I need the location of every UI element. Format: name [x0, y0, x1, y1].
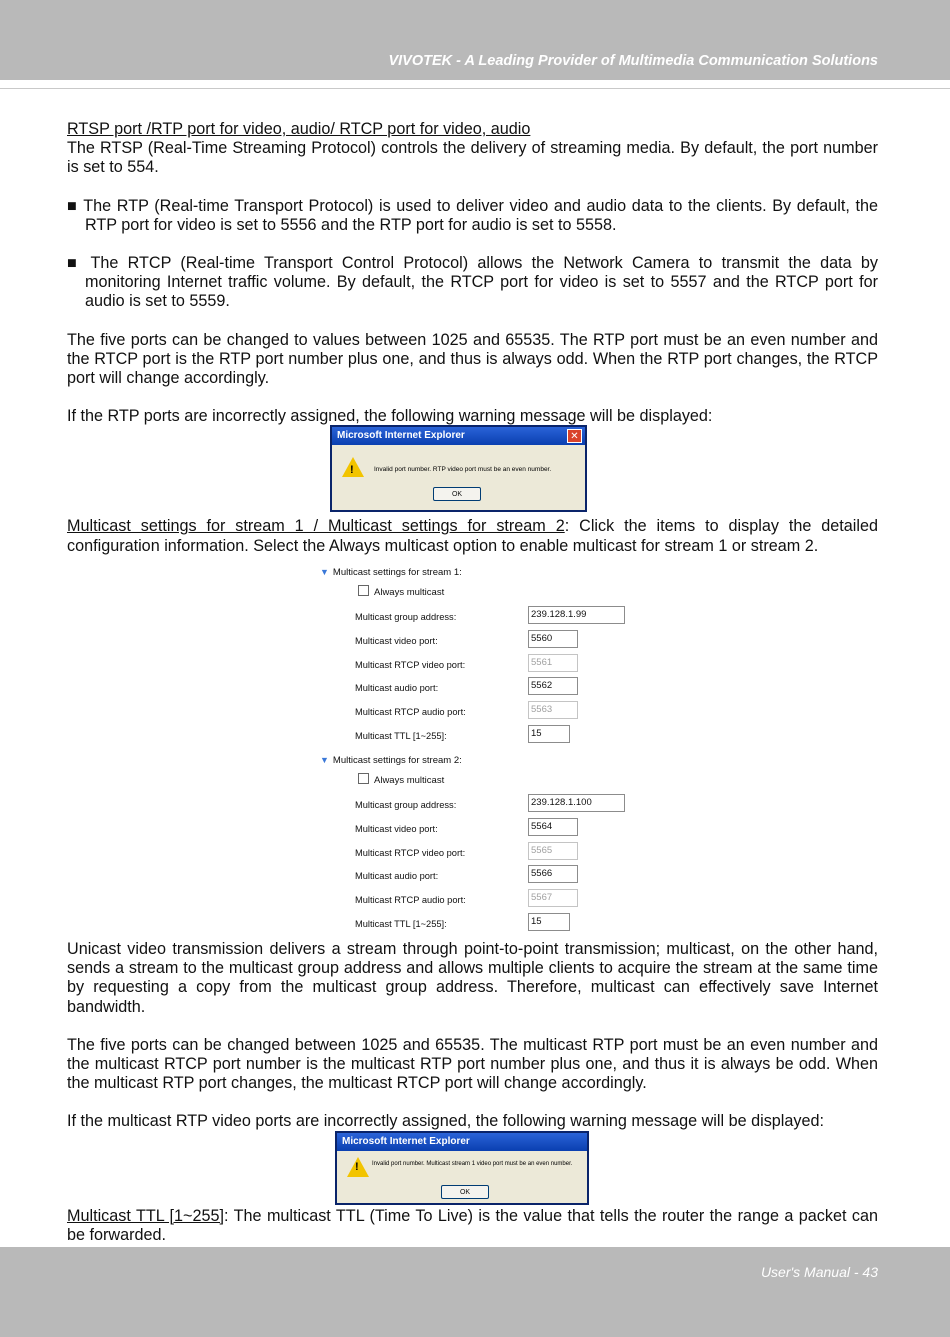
stream2-audio-label: Multicast audio port: [355, 871, 439, 881]
stream2-rtcp-audio-label: Multicast RTCP audio port: [355, 895, 466, 905]
lower-content [67, 940, 878, 1132]
ports-paragraph: The five ports can be changed to values between 1025 and 65535. The RTP port must be an even number and the RTCP port is the RTP port number plus one, and thus is always odd. When the RTP port changes, the RTCP port will change accordingly. [67, 330, 878, 388]
warning-mark: ! [355, 1161, 359, 1173]
chevron-down-icon: ▼ [320, 755, 329, 765]
stream2-rtcp-video-label: Multicast RTCP video port: [355, 848, 466, 858]
ttl-content [67, 1207, 878, 1245]
stream1-audio-label: Multicast audio port: [355, 683, 439, 693]
stream2-video-input[interactable]: 5564 [528, 818, 578, 836]
rtp-warning-intro: If the RTP ports are incorrectly assigned, the following warning message will be displayed: [67, 407, 713, 426]
dialog-title: Microsoft Internet Explorer [337, 1133, 587, 1151]
page-content [67, 120, 878, 556]
rtsp-heading: RTSP port /RTP port for video, audio/ RTCP port for video, audio [67, 120, 531, 138]
stream1-ttl-input[interactable]: 15 [528, 725, 570, 743]
stream2-rtcp-video-input: 5565 [528, 842, 578, 860]
rtp-bullet: ■ The RTP (Real-time Transport Protocol) is used to deliver video and audio data to the clients. By default, the RTP port for video is set to 5556 and the RTP port for audio is set to 5558. [67, 196, 878, 234]
stream2-group-input[interactable]: 239.128.1.100 [528, 794, 625, 812]
stream1-rtcp-audio-input: 5563 [528, 701, 578, 719]
multicast-paragraph [67, 517, 878, 555]
unicast-paragraph: Unicast video transmission delivers a stream through point-to-point transmission; multicast, on the other hand, sends a stream to the multicast group address and allows multiple clients to acquire the stream at the same time by requesting a copy from the multicast group address. Therefore, multicast can effectively save Internet bandwidth. [67, 940, 878, 1016]
multicast-ports-paragraph: The five ports can be changed between 1025 and 65535. The multicast RTP port must be an even number and the multicast RTCP port number is the multicast RTP port number plus one, and thus it is always be odd. When the multicast RTP port changes, the multicast RTCP port will change accordingly. [67, 1035, 878, 1093]
stream1-rtcp-video-label: Multicast RTCP video port: [355, 660, 466, 670]
header-divider [0, 80, 950, 82]
ttl-text: : The multicast TTL (Time To Live) is the value that tells the router the range a packet can be forwarded. [67, 1207, 878, 1245]
dialog-message: Invalid port number. Multicast stream 1 video port must be an even number. [372, 1161, 573, 1167]
multicast-warning-dialog [335, 1131, 589, 1205]
ttl-paragraph [67, 1207, 878, 1245]
page-footer [0, 1247, 950, 1337]
rtp-warning-dialog [330, 425, 587, 512]
header-title: VIVOTEK - A Leading Provider of Multimedia Communication Solutions [388, 53, 878, 69]
page-header [0, 0, 950, 80]
header-rule [0, 88, 950, 89]
stream2-video-label: Multicast video port: [355, 824, 438, 834]
checkbox-icon[interactable] [358, 585, 369, 596]
stream1-rtcp-audio-label: Multicast RTCP audio port: [355, 707, 466, 717]
stream2-always-multicast[interactable]: Always multicast [358, 773, 444, 786]
multicast-heading: Multicast settings for stream 1 / Multicast settings for stream 2 [67, 517, 565, 536]
chevron-down-icon: ▼ [320, 567, 329, 577]
warning-mark: ! [350, 464, 354, 477]
ttl-heading: Multicast TTL [1~255] [67, 1207, 225, 1225]
checkbox-icon[interactable] [358, 773, 369, 784]
stream2-ttl-label: Multicast TTL [1~255]: [355, 919, 447, 929]
stream2-ttl-input[interactable]: 15 [528, 913, 570, 931]
stream1-group-input[interactable]: 239.128.1.99 [528, 606, 625, 624]
stream2-toggle[interactable]: ▼ Multicast settings for stream 2: [320, 755, 462, 766]
stream1-video-input[interactable]: 5560 [528, 630, 578, 648]
rtcp-bullet: ■ The RTCP (Real-time Transport Control Protocol) allows the Network Camera to transmit the data by monitoring Internet traffic volume. By default, the RTCP port for video is set to 5557 and the RTCP port for audio is set to 5559. [67, 254, 878, 311]
close-icon[interactable]: ✕ [567, 429, 582, 443]
ok-button[interactable]: OK [433, 487, 481, 501]
stream1-video-label: Multicast video port: [355, 636, 438, 646]
rtsp-text: The RTSP (Real-Time Streaming Protocol) controls the delivery of streaming media. By default, the port number is set to 554. [67, 139, 878, 177]
multicast-text: : Click the items to display the detailed configuration information. Select the Always multicast option to enable multicast for stream 1 or stream 2. [67, 517, 878, 555]
stream2-audio-input[interactable]: 5566 [528, 865, 578, 883]
dialog-message: Invalid port number. RTP video port must be an even number. [374, 466, 552, 474]
stream1-always-multicast[interactable]: Always multicast [358, 585, 444, 598]
dialog-title: Microsoft Internet Explorer [332, 427, 585, 445]
stream1-rtcp-video-input: 5561 [528, 654, 578, 672]
multicast-warning-intro: If the multicast RTP video ports are incorrectly assigned, the following warning message will be displayed: [67, 1112, 824, 1131]
stream2-rtcp-audio-input: 5567 [528, 889, 578, 907]
stream1-audio-input[interactable]: 5562 [528, 677, 578, 695]
stream2-group-label: Multicast group address: [355, 800, 457, 810]
page-number: User's Manual - 43 [760, 1264, 878, 1280]
stream1-group-label: Multicast group address: [355, 612, 457, 622]
stream1-toggle[interactable]: ▼ Multicast settings for stream 1: [320, 567, 462, 578]
stream1-ttl-label: Multicast TTL [1~255]: [355, 731, 447, 741]
ok-button[interactable]: OK [441, 1185, 489, 1199]
